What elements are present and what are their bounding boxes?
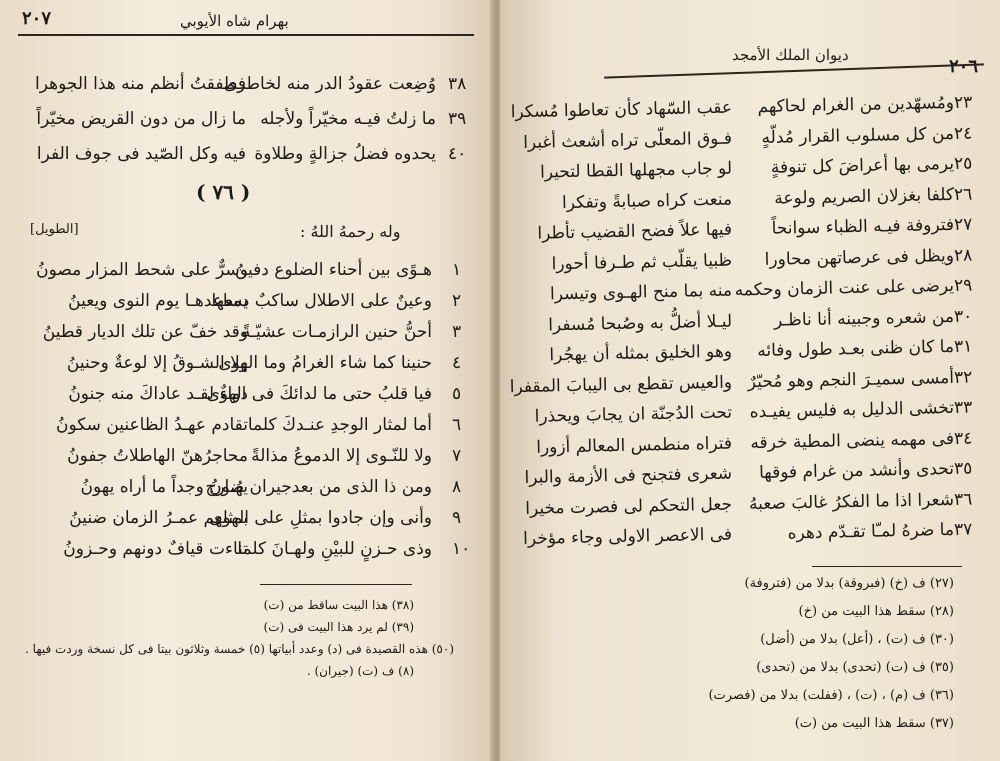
verse-first-hemistich: ما زلتُ فيـه مخيّراً ولأجله: [260, 109, 436, 129]
verse-second-hemistich: تناءت قيافٌ دونهم وحـزونُ: [63, 539, 248, 559]
verse-first-hemistich: ومن ذا الذى من بعدجيران ضارج: [205, 477, 432, 497]
verse-first-hemistich: يرمى بها أعراضَ كل تنوفةٍ: [770, 153, 955, 178]
verse-second-hemistich: لو جاب مجهلها القطا لتحيرا: [539, 158, 733, 183]
verse-second-hemistich: محاجرُهنّ الهاطلاتُ جفونُ: [67, 446, 248, 466]
footnote: (٣٦) ف (م) ، (ت) ، (ففلت) بدلا من (فصرت): [708, 688, 954, 703]
verse-first-hemistich: ولا للنّـوى إلا الدموعُ مذالةً: [251, 446, 432, 466]
verse-line: [500, 243, 1000, 279]
verse-first-hemistich: يرضى على عنت الزمان وحكمه: [734, 275, 955, 301]
verse-number: ٢٤: [953, 123, 973, 144]
verse-line: [500, 426, 1000, 462]
verse-first-hemistich: وذى حـزنٍ للبيْنِ ولهـانَ كلما: [237, 539, 432, 559]
verse-first-hemistich: ويظل فى عرصاتهن محاورا: [764, 245, 955, 270]
verse-first-hemistich: أمسى سميـرَ النجم وهو مُحيّرٌ: [747, 367, 955, 392]
verse-number: ٨: [452, 477, 462, 497]
verse-line: [500, 212, 1000, 248]
verse-line: [500, 517, 1000, 553]
verse-number: ٣: [452, 322, 462, 342]
verse-first-hemistich: فتروفة فيـه الظباء سوانحاً: [771, 214, 955, 239]
verse-number: ٢٨: [953, 245, 973, 266]
verse-first-hemistich: ما ضرهُ لمـّا تقـدّم دهره: [787, 519, 955, 544]
verse-second-hemistich: فطفقتُ أنظم منه هذا الجوهرا: [35, 74, 246, 94]
right-page: [500, 0, 1000, 761]
verse-line: [0, 382, 494, 408]
verse-number: ٣١: [953, 336, 973, 357]
verse-second-hemistich: وسرٌّ على شحط المزار مصونُ: [36, 260, 248, 280]
verse-first-hemistich: هـوًى بين أحناء الضلوع دفينُ: [235, 260, 432, 280]
verse-line: [500, 90, 1000, 126]
verse-second-hemistich: يهُـونُ وجداً ما أراه يهونُ: [80, 477, 248, 497]
verse-number: ٣٤: [953, 428, 973, 449]
footnote: (٣٠) ف (ت) ، (أعل) بدلا من (أضل): [760, 632, 954, 647]
verse-line: [0, 107, 494, 133]
verse-second-hemistich: بمثلهم عمـرُ الزمان ضنينُ: [69, 508, 248, 528]
verse-line: [0, 320, 494, 346]
verse-second-hemistich: ولا الشـوقُ إلا لوعةٌ وحنينُ: [66, 353, 248, 373]
verse-number: ٣٥: [953, 458, 973, 479]
verse-second-hemistich: ظبيا يقلّب ثم طـرفا أحورا: [551, 250, 733, 274]
verse-second-hemistich: ليـلا أضلُّ به وصُبحا مُسفرا: [548, 311, 733, 335]
verse-number: ٢٥: [953, 153, 973, 174]
verse-second-hemistich: منه بما منح الهـوى وتيسرا: [549, 280, 733, 305]
verse-line: [0, 475, 494, 501]
right-page-number: ٢٠٦: [948, 56, 978, 77]
verse-line: [0, 537, 494, 563]
footnote: (٣٨) هذا البيت ساقط من (ت): [263, 598, 414, 612]
footnote: (٥٠) هذه القصيدة فى (د) وعدد أبياتها (٥) خمسة وثلاثون بيتا فى كل نسخة وردت فيها .: [25, 642, 454, 656]
meter-label: [الطويل]: [30, 222, 79, 237]
verse-number: ٥: [452, 384, 462, 404]
verse-second-hemistich: تحت الدُجنّة ان يجابَ ويحذرا: [534, 402, 733, 427]
verse-first-hemistich: من شعره وجبينه أنا ناظـر: [773, 306, 955, 331]
verse-first-hemistich: حنينا كما شاء الغرامُ وما الهوى: [218, 353, 432, 373]
verse-number: ٣٩: [448, 109, 467, 129]
verse-second-hemistich: جعل التحكم لى فصرت مخيرا: [525, 494, 733, 519]
verse-first-hemistich: وأنى وإن جادوا بمثلِ على الهوى: [209, 508, 432, 528]
verse-line: [0, 72, 494, 98]
verse-second-hemistich: منعت كراه صبابةً وتفكرا: [561, 189, 733, 213]
verse-first-hemistich: وعينٌ على الاطلال ساكبٌ دمعها: [211, 291, 432, 311]
verse-second-hemistich: يساعدهـا يوم النوى ويعينُ: [68, 291, 248, 311]
right-running-header: ديوان الملك الأمجد: [732, 46, 849, 64]
left-page-number: ٢٠٧: [22, 8, 52, 29]
verse-line: [500, 334, 1000, 370]
verse-first-hemistich: تحدى وأنشد من غرام فوقها: [758, 458, 955, 484]
verse-line: [500, 151, 1000, 187]
verse-line: [0, 142, 494, 168]
verse-number: ٣٢: [953, 367, 973, 388]
verse-number: ٤٠: [448, 144, 467, 164]
verse-second-hemistich: فيها علاً فضح القضيب تأطرا: [537, 219, 733, 244]
verse-first-hemistich: من كل مسلوب القرار مُدلّهٍ: [761, 123, 955, 148]
verse-first-hemistich: ما كان ظنى بعـد طول وفائه: [757, 336, 955, 362]
verse-first-hemistich: أما لمثار الوجدِ عنـدكَ كلما: [247, 415, 432, 435]
verse-number: ١٠: [452, 539, 471, 559]
footnote: (٨) ف (ت) (جيران) .: [306, 664, 414, 678]
verse-second-hemistich: ما زال من دون القريض مخيّراً: [36, 109, 246, 129]
verse-line: [0, 506, 494, 532]
verse-second-hemistich: والعيس تقطع بى اليبابَ المقفرا: [509, 372, 733, 397]
verse-line: [0, 444, 494, 470]
footnote: (٣٩) لم يرد هذا البيت فى (ت): [263, 620, 414, 634]
header-rule: [604, 63, 984, 78]
verse-number: ١: [452, 260, 462, 280]
verse-second-hemistich: وهو الخليق بمثله أن يهجُرا: [549, 341, 733, 366]
poem-number: ( ٧٦ ): [196, 180, 251, 204]
verse-line: [500, 487, 1000, 523]
verse-first-hemistich: وُضِعت عقودُ الدر منه لخاطرى: [223, 74, 436, 94]
footnote: (٣٥) ف (ت) (تحدى) بدلا من (تحدى): [756, 660, 954, 675]
verse-line: [500, 182, 1000, 218]
verse-second-hemistich: فـوق المعلّى تراه أشعث أغبرا: [522, 128, 733, 153]
verse-number: ٢٦: [953, 184, 973, 205]
verse-second-hemistich: فيه وكل الصّيد فى جوف الفرا: [36, 144, 246, 164]
poem-intro: وله رحمهُ اللهُ :: [300, 222, 401, 241]
verse-number: ٣٠: [953, 306, 973, 327]
verse-number: ٢: [452, 291, 462, 311]
verse-line: [0, 351, 494, 377]
verse-number: ٣٧: [953, 519, 973, 540]
verse-line: [500, 395, 1000, 431]
notes-rule: [260, 584, 412, 585]
verse-first-hemistich: شعرا اذا ما الفكرُ غالبَ صعبهُ: [748, 489, 955, 514]
left-running-header: بهرام شاه الأيوبي: [180, 12, 289, 30]
verse-line: [0, 413, 494, 439]
footnote: (٣٧) سقط هذا البيت من (ت): [794, 716, 954, 731]
verse-second-hemistich: شعرى فتجنح فى الأزمة والبرا: [524, 463, 733, 488]
verse-first-hemistich: تخشى الدليل به فليس يفيـده: [749, 397, 955, 423]
verse-number: ٢٣: [953, 92, 973, 113]
verse-second-hemistich: عقب السّهاد كأن تعاطوا مُسكرا: [510, 97, 733, 123]
verse-second-hemistich: فتراه منطمس المعالم أزورا: [536, 433, 733, 458]
verse-number: ٢٩: [953, 275, 973, 296]
verse-number: ٩: [452, 508, 462, 528]
footnote: (٢٧) ف (خ) (فبروقة) بدلا من (فتروفة): [744, 576, 954, 591]
verse-first-hemistich: ومُسهّدين من الغرام لحاكهم: [757, 92, 955, 118]
verse-number: ٧: [452, 446, 462, 466]
verse-first-hemistich: فيا قلبُ حتى ما لدائكَ فى الهوى: [206, 384, 432, 404]
verse-first-hemistich: أحنُّ حنين الرازمـات عشيّـةً: [241, 322, 432, 342]
verse-number: ٦: [452, 415, 462, 435]
verse-number: ٣٣: [953, 397, 973, 418]
left-page: [0, 0, 494, 761]
notes-rule: [812, 566, 962, 567]
verse-line: [500, 456, 1000, 492]
verse-line: [500, 121, 1000, 157]
footnote: (٢٨) سقط هذا البيت من (خ): [798, 604, 954, 619]
verse-line: [500, 304, 1000, 340]
verse-second-hemistich: وقد خفّ عن تلك الديار قطينُ: [42, 322, 248, 342]
verse-number: ٤: [452, 353, 462, 373]
verse-second-hemistich: تقادم عهـدُ الظاعنين سكونُ: [56, 415, 248, 435]
verse-line: [0, 289, 494, 315]
verse-first-hemistich: كلفا بغزلان الصريم ولوعة: [774, 184, 955, 209]
verse-number: ٢٧: [953, 214, 973, 235]
verse-line: [500, 365, 1000, 401]
verse-first-hemistich: يحدوه فضلُ جزالةٍ وطلاوة: [254, 144, 436, 164]
header-rule: [18, 34, 474, 36]
verse-number: ٣٨: [448, 74, 467, 94]
verse-second-hemistich: فى الاعصر الاولى وجاء مؤخرا: [522, 524, 733, 549]
verse-line: [0, 258, 494, 284]
verse-line: [500, 273, 1000, 309]
verse-first-hemistich: فى مهمه ينضى المطية خرقه: [750, 428, 955, 453]
verse-second-hemistich: دواءٌ لقـد عاداكَ منه جنونُ: [68, 384, 248, 404]
verse-number: ٣٦: [953, 489, 973, 510]
